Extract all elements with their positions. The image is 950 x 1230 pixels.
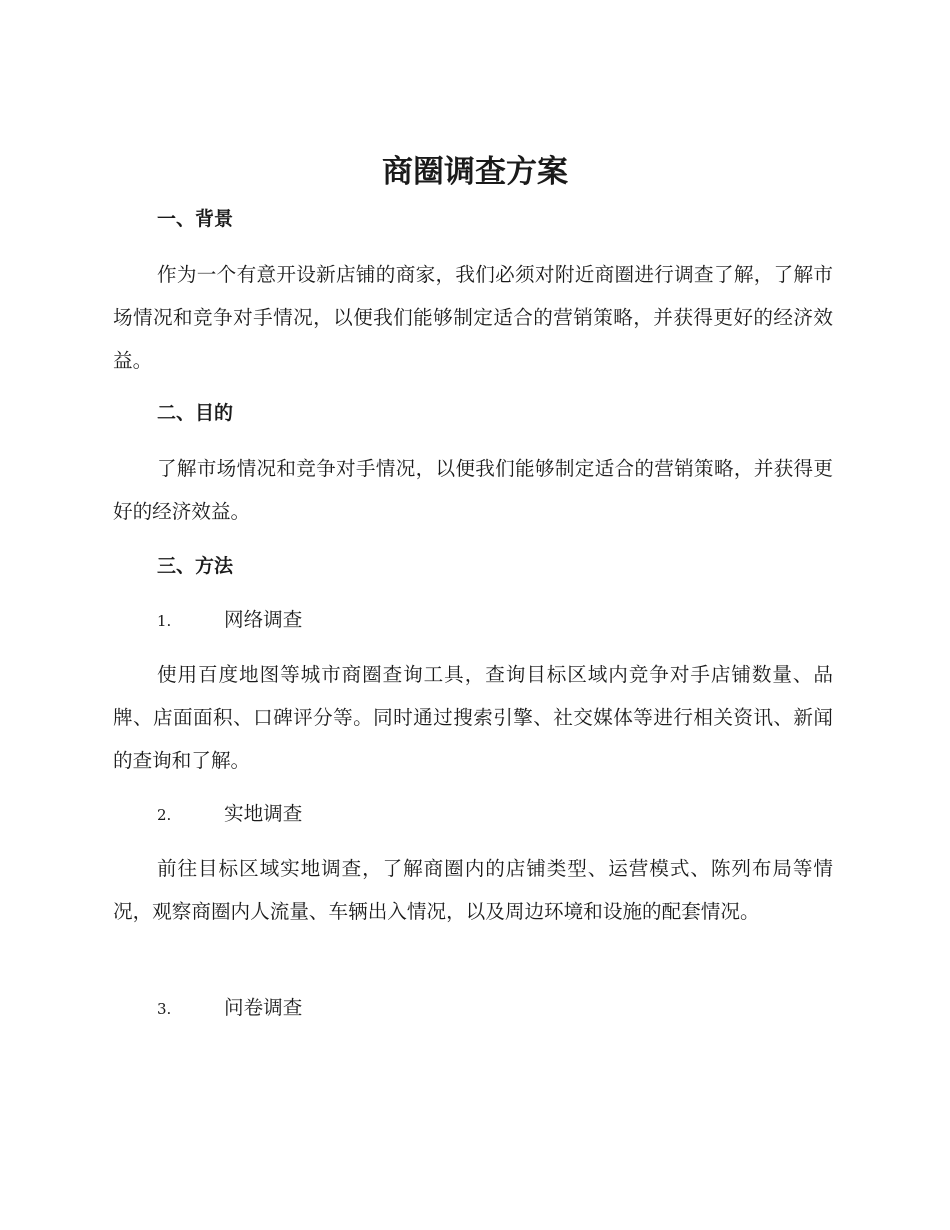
section-heading-methods: 三、方法 (157, 555, 234, 577)
method-item-3 (157, 993, 302, 1024)
method-item-number: 3. (157, 1000, 172, 1018)
background-paragraph: 作为一个有意开设新店铺的商家，我们必须对附近商圈进行调查了解，了解市场情况和竞争对手情况，以便我们能够制定适合的营销策略，并获得更好的经济效益。 (113, 263, 833, 372)
section-heading-background: 一、背景 (157, 208, 234, 230)
purpose-paragraph: 了解市场情况和竞争对手情况，以便我们能够制定适合的营销策略，并获得更好的经济效益。 (113, 457, 833, 523)
method-item-2 (157, 799, 302, 830)
method-item-number: 2. (157, 806, 172, 824)
method-item-label: 实地调查 (224, 802, 303, 825)
method-item-number: 1. (157, 612, 172, 630)
method-1-paragraph: 使用百度地图等城市商圈查询工具，查询目标区域内竞争对手店铺数量、品牌、店面面积、口碑评分等。同时通过搜索引擎、社交媒体等进行相关资讯、新闻的查询和了解。 (113, 663, 833, 772)
document-title: 商圈调查方案 (382, 154, 568, 190)
method-item-label: 问卷调查 (224, 996, 303, 1019)
method-2-paragraph: 前往目标区域实地调查，了解商圈内的店铺类型、运营模式、陈列布局等情况，观察商圈内人流量、车辆出入情况，以及周边环境和设施的配套情况。 (113, 857, 833, 923)
method-item-label: 网络调查 (224, 608, 303, 631)
section-heading-purpose: 二、目的 (157, 402, 234, 424)
method-item-1 (157, 605, 302, 636)
